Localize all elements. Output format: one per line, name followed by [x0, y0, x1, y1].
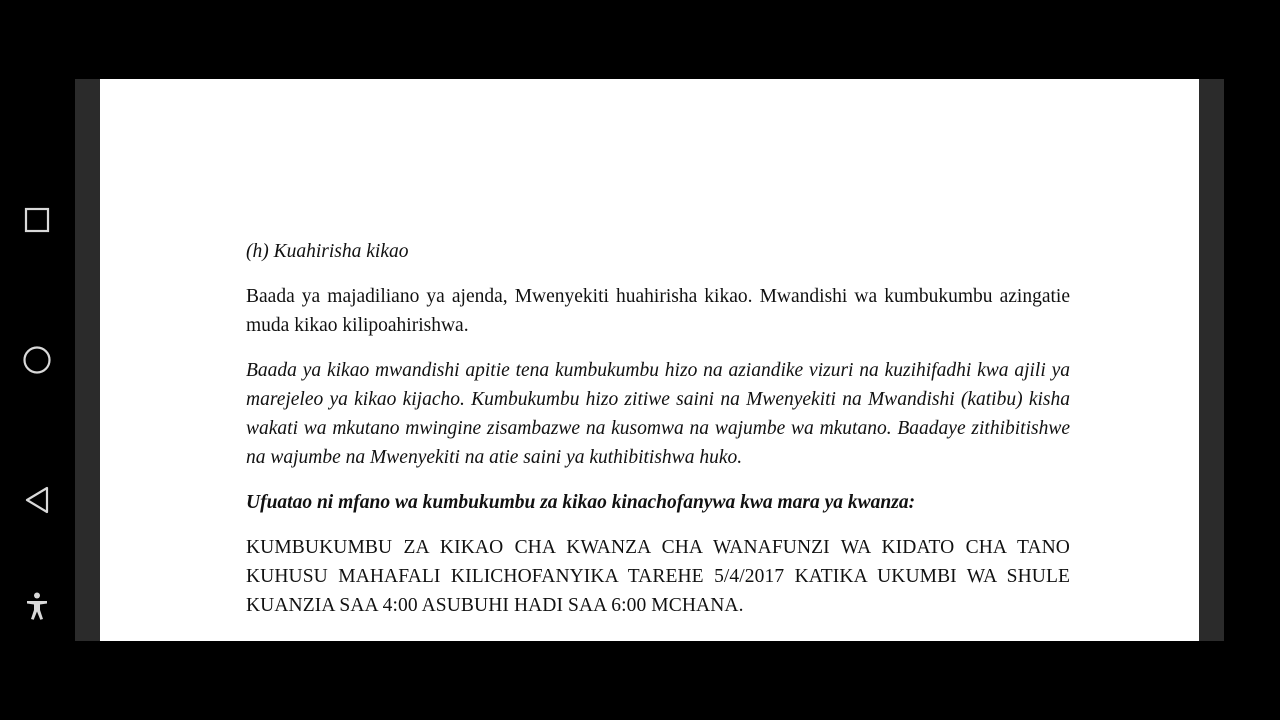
- document-page[interactable]: [100, 79, 1199, 641]
- back-button[interactable]: [12, 475, 62, 525]
- triangle-back-icon: [23, 485, 51, 515]
- page-content: [246, 237, 1070, 636]
- square-icon: [24, 207, 50, 233]
- recents-button[interactable]: [12, 195, 62, 245]
- paragraph-minutes-review: Baada ya kikao mwandishi apitie tena kumbukumbu hizo na aziandike vizuri na kuzihifadhi kwa ajili ya marejeleo ya kikao kijacho. Kumbukumbu hizo zitiwe saini na Mwenyekiti na Mwandishi (katibu) kisha wakati wa mkutano mwingine zisambazwe na kusomwa na wajumbe wa mkutano. Baadaye zithibitishwe na wajumbe na Mwenyekiti na atie saini ya kuthibitishwa huko.: [246, 360, 1070, 468]
- accessibility-person-icon: [24, 591, 50, 621]
- section-heading: (h) Kuahirisha kikao: [246, 241, 409, 262]
- circle-icon: [22, 345, 52, 375]
- paragraph-adjournment: Baada ya majadiliano ya ajenda, Mwenyekiti huahirisha kikao. Mwandishi wa kumbukumbu azingatie muda kikao kilipoahirishwa.: [246, 286, 1070, 336]
- home-button[interactable]: [12, 335, 62, 385]
- paragraph-minutes-title: KUMBUKUMBU ZA KIKAO CHA KWANZA CHA WANAFUNZI WA KIDATO CHA TANO KUHUSU MAHAFALI KILICHOFANYIKA TAREHE 5/4/2017 KATIKA UKUMBI WA SHULE KUANZIA SAA 4:00 ASUBUHI HADI SAA 6:00 MCHANA.: [246, 537, 1070, 616]
- document-viewer[interactable]: [75, 79, 1224, 641]
- accessibility-button[interactable]: [12, 581, 62, 631]
- system-navigation-bar: [0, 0, 75, 720]
- paragraph-example-intro: Ufuatao ni mfano wa kumbukumbu za kikao kinachofanywa kwa mara ya kwanza:: [246, 492, 916, 513]
